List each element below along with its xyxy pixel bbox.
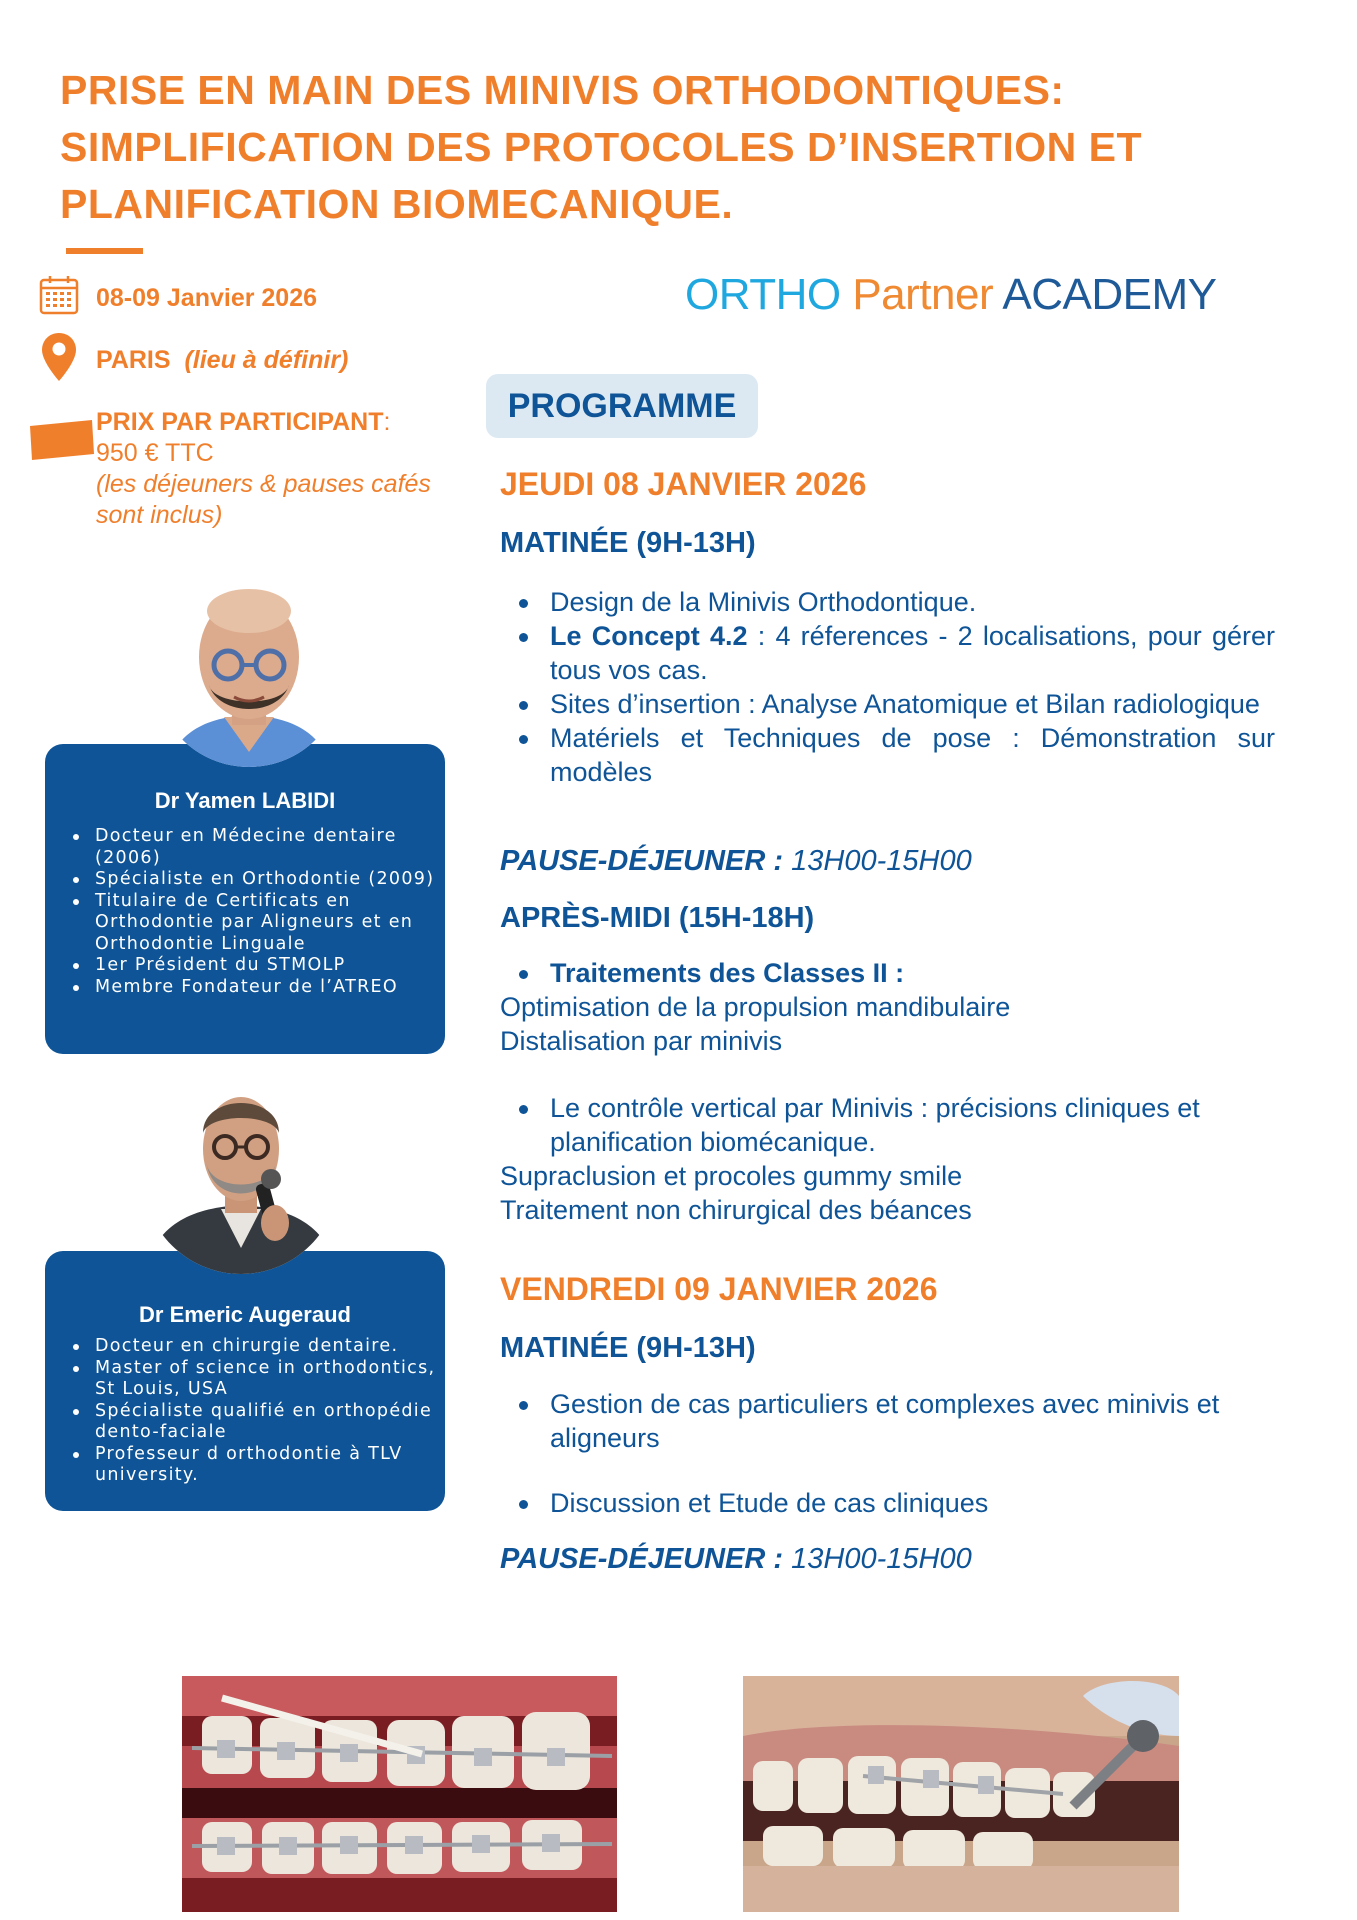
speaker-card-labidi xyxy=(45,744,445,1054)
list-item: Le Concept 4.2 : 4 réferences - 2 localisations, pour gérer tous vos cas. xyxy=(500,619,1275,687)
list-item: Matériels et Techniques de pose : Démonstration sur modèles xyxy=(500,721,1275,789)
list-item: Titulaire de Certificats en Orthodontie par Aligneurs et en Orthodontie Linguale xyxy=(45,891,445,956)
day1-afternoon-lines-2: Supraclusion et procoles gummy smile Traitement non chirurgical des béances xyxy=(500,1161,972,1225)
list-item: Traitements des Classes II : xyxy=(500,956,1275,990)
list-item: Docteur en chirurgie dentaire. xyxy=(45,1336,445,1358)
day1-pause: PAUSE-DÉJEUNER : 13H00-15H00 xyxy=(500,845,972,877)
day2-morning-heading: MATINÉE (9H-13H) xyxy=(500,1332,756,1364)
price-colon: : xyxy=(383,408,391,436)
list-item: Discussion et Etude de cas cliniques xyxy=(500,1486,1275,1520)
page-title: PRISE EN MAIN DES MINIVIS ORTHODONTIQUES: SIMPLIFICATION DES PROTOCOLES D’INSERTION ET PLANIFICATION BIOMECANIQUE. xyxy=(60,67,1142,227)
day1-morning-heading: MATINÉE (9H-13H) xyxy=(500,527,756,559)
list-item: Le contrôle vertical par Minivis : précisions cliniques et planification biomécanique. xyxy=(500,1091,1275,1159)
day2-morning-list xyxy=(500,1387,1275,1520)
list-item: Membre Fondateur de l’ATREO xyxy=(45,977,445,999)
event-place xyxy=(96,346,348,375)
speaker-bio xyxy=(45,826,445,998)
list-item: 1er Président du STMOLP xyxy=(45,955,445,977)
speaker-portrait-augeraud xyxy=(143,1073,339,1279)
price-label: PRIX PAR PARTICIPANT xyxy=(96,408,384,436)
list-item: Professeur d orthodontie à TLV university. xyxy=(45,1444,445,1487)
day1-afternoon-lines-1: Optimisation de la propulsion mandibulaire Distalisation par minivis xyxy=(500,992,1011,1056)
list-item: Master of science in orthodontics, St Louis, USA xyxy=(45,1358,445,1401)
map-pin-icon xyxy=(40,331,78,383)
event-date: 08-09 Janvier 2026 xyxy=(96,284,318,312)
programme-badge: PROGRAMME xyxy=(486,374,758,438)
price-tag-icon xyxy=(28,418,96,462)
day1-afternoon-list-2 xyxy=(500,1091,1275,1159)
speaker-name: Dr Yamen LABIDI xyxy=(154,788,336,813)
list-item: Gestion de cas particuliers et complexes avec minivis et aligneurs xyxy=(500,1387,1275,1455)
clinical-photo-braces-1 xyxy=(182,1676,617,1912)
speaker-bio xyxy=(45,1336,445,1487)
price-note: (les déjeuners & pauses cafés sont inclus) xyxy=(96,470,431,529)
day2-pause: PAUSE-DÉJEUNER : 13H00-15H00 xyxy=(500,1543,972,1575)
day1-afternoon-list-1 xyxy=(500,956,1275,990)
title-underline xyxy=(66,248,143,254)
day1-morning-list xyxy=(500,585,1275,789)
day2-title: VENDREDI 09 JANVIER 2026 xyxy=(500,1271,938,1307)
clinical-photo-braces-2 xyxy=(743,1676,1179,1912)
list-item: Spécialiste qualifié en orthopédie dento-faciale xyxy=(45,1401,445,1444)
price-value: 950 € TTC xyxy=(96,439,214,467)
speaker-portrait-labidi xyxy=(154,567,344,777)
speaker-name: Dr Emeric Augeraud xyxy=(139,1302,351,1327)
day1-title: JEUDI 08 JANVIER 2026 xyxy=(500,466,867,502)
place-city: PARIS xyxy=(96,346,171,374)
price-block xyxy=(96,407,476,531)
list-item: Spécialiste en Orthodontie (2009) xyxy=(45,869,445,891)
list-item: Design de la Minivis Orthodontique. xyxy=(500,585,1275,619)
calendar-icon xyxy=(38,274,80,316)
ortho-partner-academy-logo: ORTHO Partner ACADEMY xyxy=(685,270,1217,319)
list-item: Sites d’insertion : Analyse Anatomique et Bilan radiologique xyxy=(500,687,1275,721)
speaker-card-augeraud xyxy=(45,1251,445,1511)
day1-afternoon-heading: APRÈS-MIDI (15H-18H) xyxy=(500,902,815,934)
place-note: (lieu à définir) xyxy=(184,346,349,374)
list-item: Docteur en Médecine dentaire (2006) xyxy=(45,826,445,869)
